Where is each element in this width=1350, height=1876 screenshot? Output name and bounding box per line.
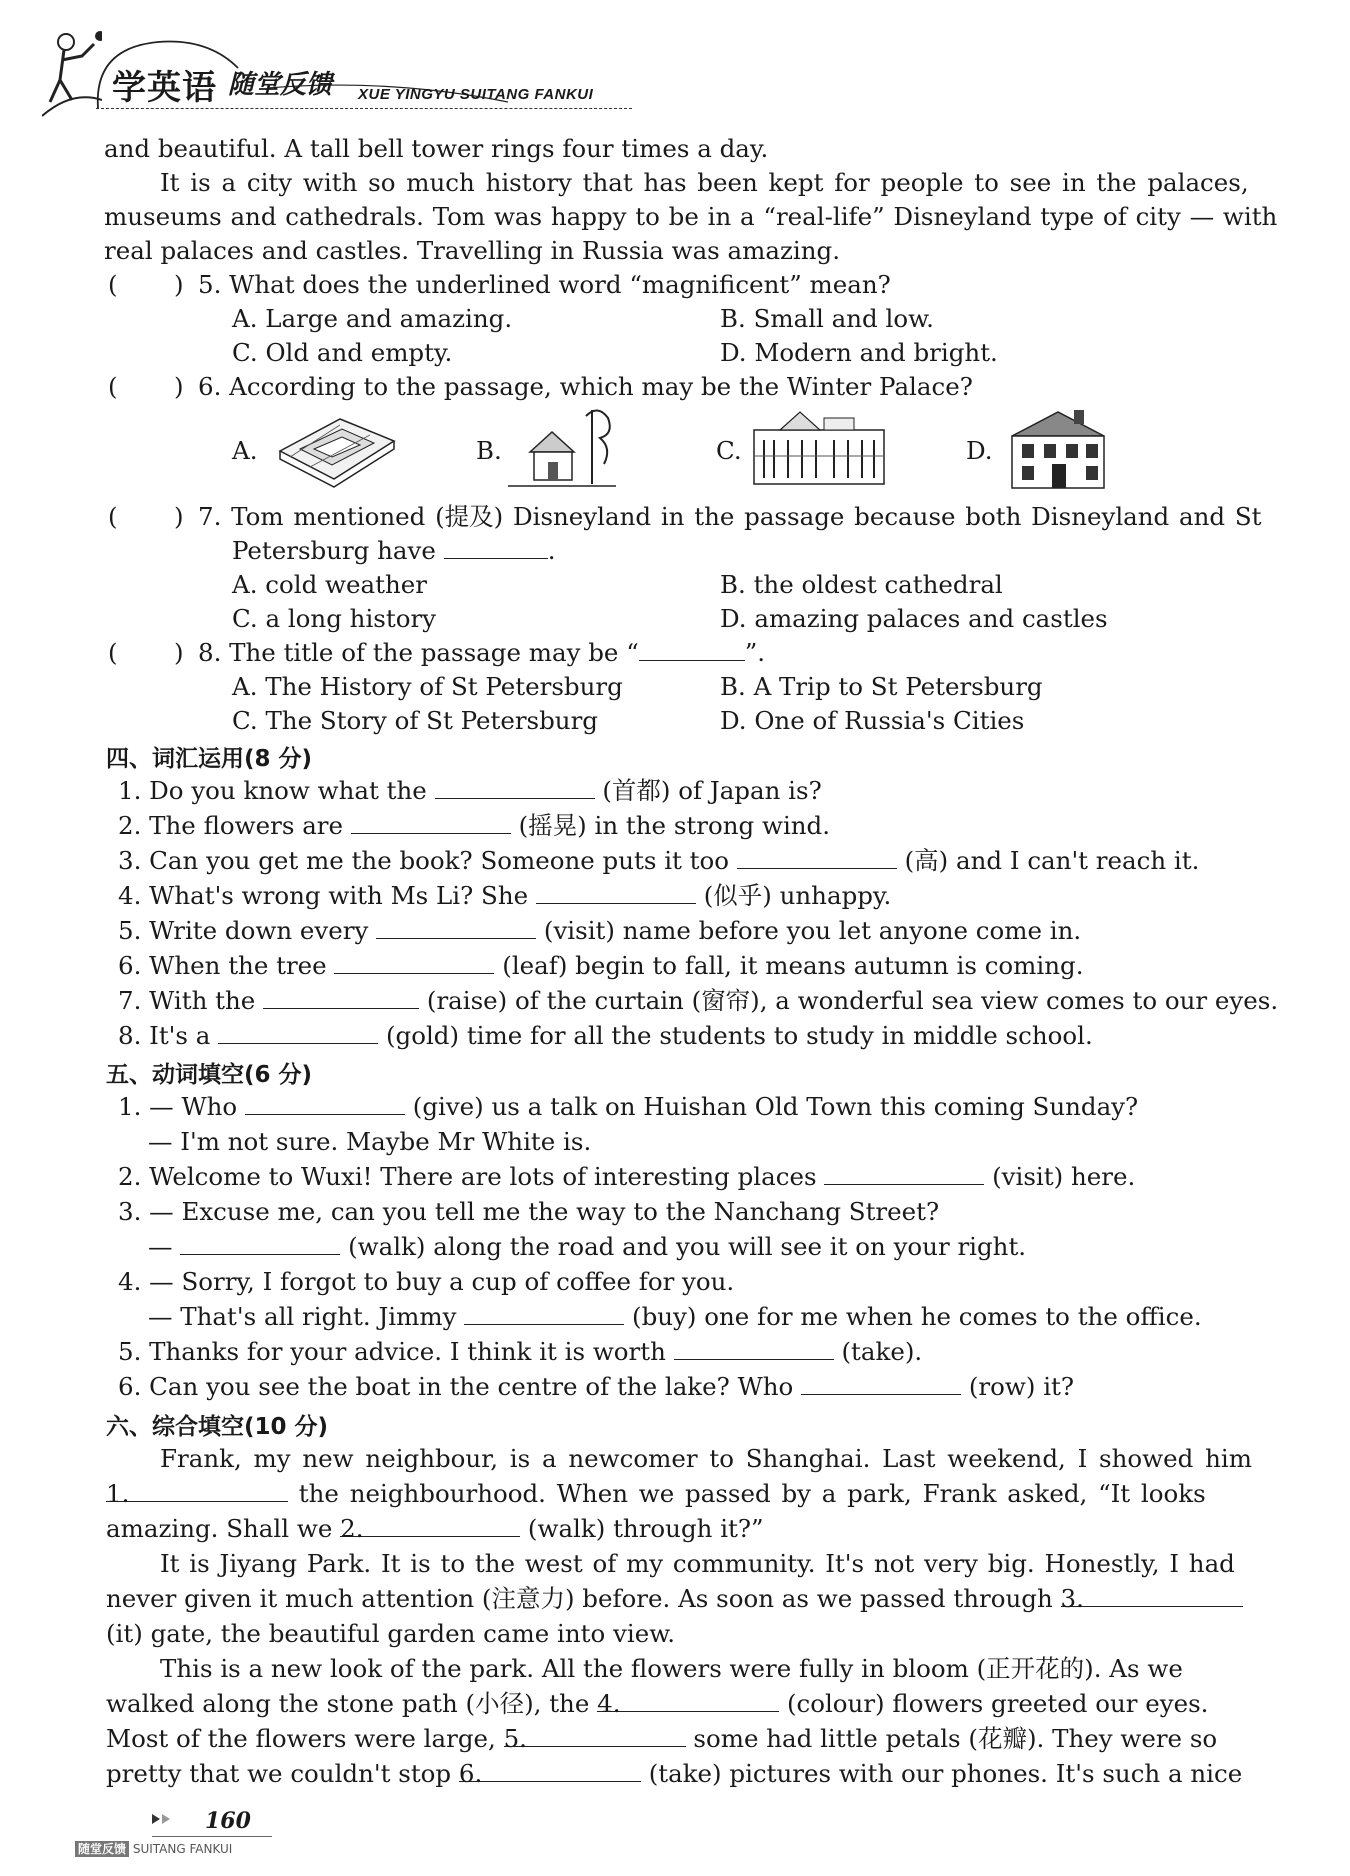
question-stem: 7. Tom mentioned (提及) Disneyland in the passage because both Disneyland and St: [198, 502, 1262, 531]
item-text: (give) us a talk on Huishan Old Town this coming Sunday?: [412, 1092, 1139, 1121]
cloze-blank-5[interactable]: [503, 1724, 686, 1753]
option-b: B. A Trip to St Petersburg: [720, 672, 1043, 701]
item-text: — That's all right. Jimmy: [148, 1302, 457, 1331]
item-text: (gold) time for all the students to study in middle school.: [385, 1021, 1093, 1050]
answer-blank[interactable]: [263, 986, 419, 1009]
item-text: amazing. Shall we: [106, 1514, 333, 1543]
option-d: D. Modern and bright.: [720, 338, 998, 367]
footer-divider: [152, 1836, 272, 1837]
item-text: (walk) through it?”: [527, 1514, 764, 1543]
cloze-blank-6[interactable]: [458, 1759, 641, 1788]
cloze-line: Frank, my new neighbour, is a newcomer to Shanghai. Last weekend, I showed him: [160, 1444, 1252, 1473]
item-text: (walk) along the road and you will see it on your right.: [348, 1232, 1027, 1261]
item-text: 5. Write down every: [118, 916, 369, 945]
cloze-line: [106, 1759, 1242, 1789]
footer-tag: [75, 1840, 232, 1857]
vocab-item: [118, 776, 822, 806]
answer-blank[interactable]: [334, 951, 494, 974]
answer-paren-open: (: [108, 270, 118, 299]
header-subtitle: 随堂反馈: [228, 70, 333, 100]
item-text: 8. It's a: [118, 1021, 211, 1050]
answer-blank[interactable]: [180, 1232, 340, 1255]
item-text: walked along the stone path (小径), the: [106, 1689, 590, 1718]
vocab-item: [118, 846, 1199, 876]
answer-blank[interactable]: [639, 638, 745, 661]
footer-tag-en: SUITANG FANKUI: [132, 1842, 233, 1856]
cloze-line: This is a new look of the park. All the flowers were fully in bloom (正开花的). As we: [160, 1654, 1183, 1683]
blank-number: 4.: [597, 1689, 621, 1718]
item-text: (摇晃) in the strong wind.: [518, 811, 831, 840]
answer-blank[interactable]: [376, 916, 536, 939]
item-text: pretty that we couldn't stop: [106, 1759, 452, 1788]
section-title: 六、综合填空(10 分): [106, 1414, 329, 1440]
vocab-item: [118, 881, 891, 911]
cloze-line: [106, 1514, 764, 1544]
header-title: 学英语: [112, 68, 217, 108]
item-text: (visit) here.: [992, 1162, 1136, 1191]
question-stem: [198, 638, 765, 668]
item-text: (buy) one for me when he comes to the office.: [632, 1302, 1202, 1331]
answer-blank[interactable]: [245, 1092, 405, 1115]
blank-number: 2.: [340, 1514, 364, 1543]
answer-paren-open: (: [108, 372, 118, 401]
cloze-line: It is Jiyang Park. It is to the west of my community. It's not very big. Honestly, I had: [160, 1549, 1235, 1578]
item-text: 1. — Who: [118, 1092, 238, 1121]
passage-line: and beautiful. A tall bell tower rings four times a day.: [104, 134, 769, 163]
stem-text: ”.: [744, 638, 766, 667]
header-pinyin: XUE YINGYU SUITANG FANKUI: [358, 86, 594, 103]
verb-item-reply: [148, 1232, 1026, 1262]
item-text: 7. With the: [118, 986, 256, 1015]
answer-blank[interactable]: [536, 881, 696, 904]
cloze-blank-3[interactable]: [1060, 1584, 1243, 1613]
cloze-line: [106, 1479, 1206, 1509]
cloze-line: (it) gate, the beautiful garden came into view.: [106, 1619, 676, 1648]
vocab-item: [118, 1021, 1093, 1051]
vocab-item: [118, 986, 1278, 1016]
item-text: (take).: [841, 1337, 923, 1366]
option-a: A. Large and amazing.: [232, 304, 513, 333]
answer-blank[interactable]: [464, 1302, 624, 1325]
answer-blank[interactable]: [824, 1162, 984, 1185]
answer-paren-close: ): [174, 270, 184, 299]
answer-paren-open: (: [108, 502, 118, 531]
option-b: B. Small and low.: [720, 304, 934, 333]
stem-text: 8. The title of the passage may be “: [198, 638, 639, 667]
item-text: (高) and I can't reach it.: [904, 846, 1200, 875]
option-c-label: C.: [716, 436, 742, 465]
answer-blank[interactable]: [674, 1337, 834, 1360]
answer-blank[interactable]: [444, 536, 548, 559]
verb-item: [118, 1337, 922, 1367]
item-text: (首都) of Japan is?: [602, 776, 822, 805]
cottage-image-icon: [508, 404, 616, 492]
answer-paren-open: (: [108, 638, 118, 667]
cloze-line: [106, 1689, 1208, 1719]
blank-number: 6.: [458, 1759, 483, 1788]
verb-item: 3. — Excuse me, can you tell me the way to the Nanchang Street?: [118, 1197, 940, 1226]
stem-text: Petersburg have: [232, 536, 436, 565]
item-text: never given it much attention (注意力) before. As soon as we passed through: [106, 1584, 1053, 1613]
item-text: —: [148, 1232, 173, 1261]
verb-item: [118, 1372, 1074, 1402]
item-text: (raise) of the curtain (窗帘), a wonderful sea view comes to our eyes.: [426, 986, 1279, 1015]
palace-courtyard-image-icon: [270, 405, 400, 491]
grand-building-image-icon: [750, 404, 888, 488]
cloze-line: [106, 1584, 1243, 1614]
blank-number: 1.: [106, 1479, 130, 1508]
item-text: 2. Welcome to Wuxi! There are lots of interesting places: [118, 1162, 817, 1191]
option-a: A. The History of St Petersburg: [232, 672, 623, 701]
verb-item: 4. — Sorry, I forgot to buy a cup of coffee for you.: [118, 1267, 735, 1296]
answer-paren-close: ): [174, 638, 184, 667]
answer-blank[interactable]: [801, 1372, 961, 1395]
option-a: A. cold weather: [232, 570, 427, 599]
answer-blank[interactable]: [218, 1021, 378, 1044]
townhouse-image-icon: [1004, 406, 1114, 492]
item-text: (似乎) unhappy.: [703, 881, 892, 910]
section-title: 四、词汇运用(8 分): [106, 746, 313, 772]
option-d: D. amazing palaces and castles: [720, 604, 1108, 633]
item-text: the neighbourhood. When we passed by a park, Frank asked, “It looks: [298, 1479, 1206, 1508]
option-c: C. Old and empty.: [232, 338, 453, 367]
question-stem-cont: [232, 536, 555, 566]
stem-text: .: [547, 536, 556, 565]
item-text: (visit) name before you let anyone come in.: [543, 916, 1082, 945]
verb-item-reply: [148, 1302, 1202, 1332]
item-text: (colour) flowers greeted our eyes.: [786, 1689, 1209, 1718]
item-text: 4. What's wrong with Ms Li? She: [118, 881, 529, 910]
page-number: 160: [205, 1808, 251, 1834]
vocab-item: [118, 811, 830, 841]
option-d-label: D.: [966, 436, 993, 465]
option-b-label: B.: [476, 436, 502, 465]
item-text: (take) pictures with our phones. It's such a nice: [648, 1759, 1243, 1788]
vocab-item: [118, 916, 1081, 946]
answer-blank[interactable]: [351, 811, 511, 834]
cloze-blank-4[interactable]: [597, 1689, 779, 1718]
item-text: 5. Thanks for your advice. I think it is worth: [118, 1337, 666, 1366]
blank-number: 3.: [1060, 1584, 1084, 1613]
item-text: 1. Do you know what the: [118, 776, 427, 805]
option-d: D. One of Russia's Cities: [720, 706, 1025, 735]
footer-tag-cn: 随堂反馈: [75, 1841, 129, 1857]
answer-paren-close: ): [174, 372, 184, 401]
item-text: (leaf) begin to fall, it means autumn is coming.: [502, 951, 1084, 980]
blank-number: 5.: [503, 1724, 527, 1753]
option-b: B. the oldest cathedral: [720, 570, 1003, 599]
answer-blank[interactable]: [435, 776, 595, 799]
cloze-blank-2[interactable]: [340, 1514, 520, 1543]
verb-item: [118, 1162, 1135, 1192]
header-divider: [96, 108, 632, 109]
item-text: 3. Can you get me the book? Someone puts it too: [118, 846, 730, 875]
double-arrow-icon: [152, 1812, 182, 1826]
section-title: 五、动词填空(6 分): [106, 1062, 313, 1088]
passage-line: real palaces and castles. Travelling in Russia was amazing.: [104, 236, 840, 265]
item-text: 6. Can you see the boat in the centre of the lake? Who: [118, 1372, 794, 1401]
answer-blank[interactable]: [737, 846, 897, 869]
cloze-blank-1[interactable]: [106, 1479, 288, 1508]
verb-item-reply: — I'm not sure. Maybe Mr White is.: [148, 1127, 592, 1156]
passage-line: It is a city with so much history that has been kept for people to see in the palaces,: [160, 168, 1249, 197]
option-a-label: A.: [232, 436, 258, 465]
item-text: (row) it?: [968, 1372, 1075, 1401]
item-text: some had little petals (花瓣). They were so: [693, 1724, 1218, 1753]
item-text: 2. The flowers are: [118, 811, 344, 840]
verb-item: [118, 1092, 1138, 1122]
item-text: Most of the flowers were large,: [106, 1724, 496, 1753]
question-stem: 6. According to the passage, which may be the Winter Palace?: [198, 372, 973, 401]
vocab-item: [118, 951, 1084, 981]
option-c: C. The Story of St Petersburg: [232, 706, 598, 735]
option-c: C. a long history: [232, 604, 437, 633]
passage-line: museums and cathedrals. Tom was happy to be in a “real-life” Disneyland type of city — with: [104, 202, 1278, 231]
cloze-line: [106, 1724, 1217, 1754]
item-text: 6. When the tree: [118, 951, 327, 980]
question-stem: 5. What does the underlined word “magnificent” mean?: [198, 270, 891, 299]
answer-paren-close: ): [174, 502, 184, 531]
